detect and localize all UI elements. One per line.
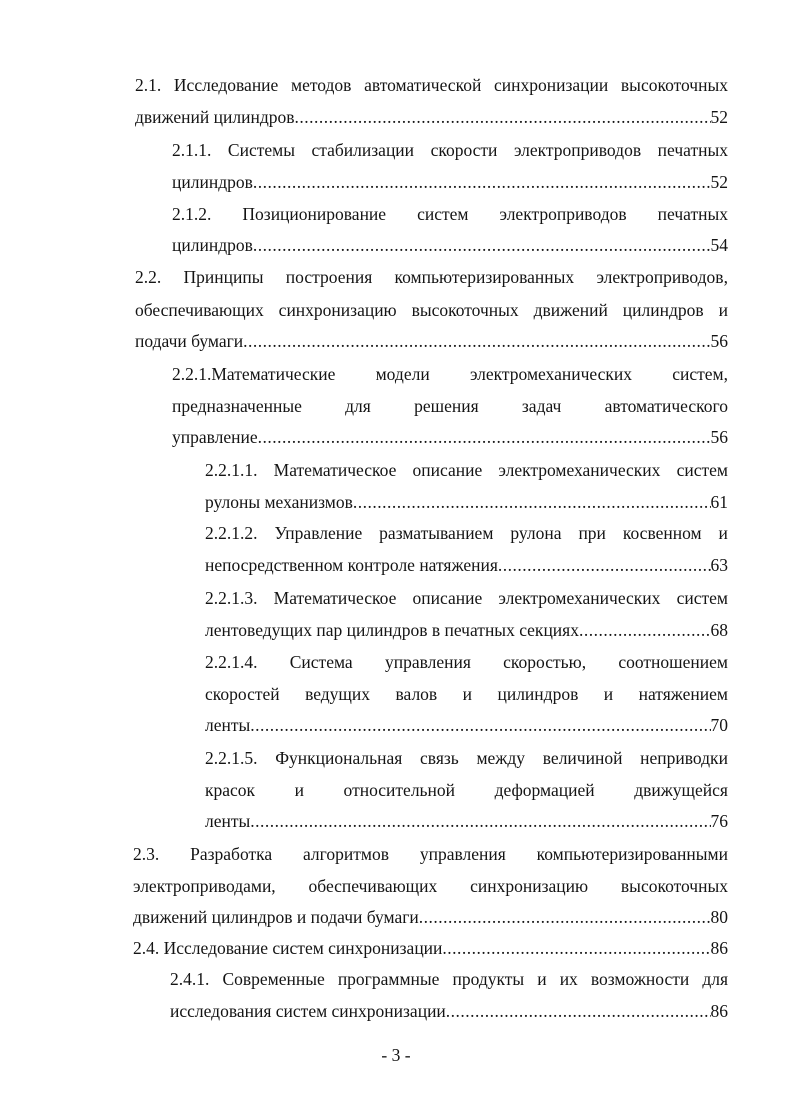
- word: рулона: [510, 523, 562, 543]
- word: неприводки: [640, 748, 728, 768]
- word: печатных: [657, 204, 728, 224]
- toc-2-1-2-line-1: [172, 201, 728, 227]
- toc-2-2-1-2-line-2: [205, 552, 728, 578]
- word: высокоточных: [620, 876, 728, 896]
- word: Исследование: [173, 75, 279, 95]
- leader-dots: [250, 712, 710, 738]
- word: электромеханических: [469, 364, 632, 384]
- page-ref: 86: [710, 1001, 728, 1021]
- toc-2-2-line-1: [135, 264, 728, 290]
- word: и: [718, 300, 728, 320]
- word: ведущих: [305, 684, 371, 704]
- word: Принципы: [183, 267, 264, 287]
- word: 2.3.: [133, 844, 160, 864]
- toc-2-4-line-1: [133, 935, 728, 961]
- toc-2-3-line-1: [133, 841, 728, 867]
- toc-2-2-1-5-line-1: [205, 745, 728, 771]
- page-ref: 54: [710, 235, 728, 255]
- toc-2-2-1-5-line-3: [205, 808, 728, 834]
- leader-dots: [250, 808, 710, 834]
- word: скоростей: [205, 684, 280, 704]
- page-ref: 70: [710, 715, 728, 735]
- toc-2-2-1-1-line-2: [205, 489, 728, 515]
- word: 2.2.1.5.: [205, 748, 258, 768]
- toc-entry-text: цилиндров: [172, 172, 253, 192]
- word: описание: [412, 460, 483, 480]
- word: решения: [414, 396, 479, 416]
- word: электромеханических: [498, 588, 661, 608]
- word: относительной: [343, 780, 456, 800]
- word: 2.1.: [135, 75, 162, 95]
- word: валов: [395, 684, 438, 704]
- word: 2.2.1.4.: [205, 652, 258, 672]
- word: описание: [412, 588, 483, 608]
- word: синхронизацию: [278, 300, 397, 320]
- word: задач: [521, 396, 562, 416]
- page-ref: 56: [710, 331, 728, 351]
- word: красок: [205, 780, 256, 800]
- word: печатных: [657, 140, 728, 160]
- word: Управление: [274, 523, 363, 543]
- leader-dots: [253, 232, 711, 258]
- word: обеспечивающих: [308, 876, 438, 896]
- word: обеспечивающих: [135, 300, 264, 320]
- word: величиной: [542, 748, 623, 768]
- toc-2-2-1-2-line-1: [205, 520, 728, 546]
- word: и: [537, 969, 547, 989]
- toc-2-1-1-line-1: [172, 137, 728, 163]
- toc-entry-text: подачи бумаги: [135, 331, 244, 351]
- toc-entry-text: исследования систем синхронизации: [170, 1001, 446, 1021]
- word: управления: [384, 652, 471, 672]
- toc-2-1-2-line-2: [172, 232, 728, 258]
- page-number: - 3 -: [381, 1045, 411, 1065]
- toc-entry-text: движений цилиндров: [135, 107, 295, 127]
- toc-entry-text: лентоведущих пар цилиндров в печатных секциях: [205, 620, 579, 640]
- leader-dots: [419, 904, 711, 930]
- word: движущейся: [634, 780, 728, 800]
- word: компьютеризированными: [536, 844, 728, 864]
- word: для: [345, 396, 371, 416]
- word: и: [718, 523, 728, 543]
- word: движений: [533, 300, 608, 320]
- word: Позиционирование: [242, 204, 387, 224]
- word: систем: [417, 204, 469, 224]
- toc-2-3-line-2: [133, 873, 728, 899]
- toc-entry-text: ленты: [205, 715, 251, 735]
- word: косвенном: [622, 523, 702, 543]
- word: программные: [337, 969, 440, 989]
- leader-dots: [498, 552, 711, 578]
- word: 2.4.1.: [170, 969, 210, 989]
- word: между: [476, 748, 526, 768]
- word: систем: [676, 460, 728, 480]
- word: цилиндров: [622, 300, 704, 320]
- word: автоматического: [604, 396, 728, 416]
- page-ref: 63: [710, 555, 728, 575]
- word: высокоточных: [411, 300, 519, 320]
- word: деформацией: [494, 780, 595, 800]
- word: при: [578, 523, 606, 543]
- page-ref: 52: [710, 172, 728, 192]
- word: стабилизации: [311, 140, 415, 160]
- word: автоматической: [364, 75, 482, 95]
- toc-2-2-1-4-line-1: [205, 649, 728, 675]
- word: скоростью,: [503, 652, 587, 672]
- toc-2-2-line-2: [135, 297, 728, 323]
- toc-entry-text: цилиндров: [172, 235, 253, 255]
- toc-2-1-line-1: [135, 72, 728, 98]
- word: натяжением: [638, 684, 728, 704]
- toc-entry-text: непосредственном контроле натяжения: [205, 555, 498, 575]
- word: предназначенные: [172, 396, 302, 416]
- word: 2.2.: [135, 267, 162, 287]
- word: построения: [285, 267, 373, 287]
- word: методов: [291, 75, 352, 95]
- leader-dots: [253, 169, 711, 195]
- toc-2-2-1-line-3: [172, 424, 728, 450]
- toc-2-2-line-3: [135, 328, 728, 354]
- toc-2-3-line-3: [133, 904, 728, 930]
- leader-dots: [353, 489, 711, 515]
- leader-dots: [579, 617, 711, 643]
- word: компьютеризированных: [394, 267, 575, 287]
- word: 2.1.2.: [172, 204, 212, 224]
- leader-dots: [295, 104, 711, 130]
- word: Разработка: [190, 844, 273, 864]
- word: для: [702, 969, 728, 989]
- word: электроприводами,: [133, 876, 276, 896]
- word: и: [462, 684, 473, 704]
- word: электромеханических: [498, 460, 661, 480]
- word: и: [603, 684, 614, 704]
- toc-2-2-1-1-line-1: [205, 457, 728, 483]
- toc-2-2-1-4-line-3: [205, 712, 728, 738]
- word: продукты: [452, 969, 525, 989]
- toc-entry-text: движений цилиндров и подачи бумаги: [133, 907, 419, 927]
- word: синхронизации: [493, 75, 609, 95]
- leader-dots: [446, 998, 711, 1024]
- leader-dots: [243, 328, 710, 354]
- page-ref: 68: [710, 620, 728, 640]
- page-ref: 52: [710, 107, 728, 127]
- word: 2.2.1.Математические: [172, 364, 336, 384]
- word: 2.1.1.: [172, 140, 212, 160]
- toc-2-4-1-line-2: [170, 998, 728, 1024]
- toc-entry-text: управление: [172, 427, 258, 447]
- page-ref: 86: [710, 938, 728, 958]
- word: возможности: [590, 969, 690, 989]
- word: электроприводов: [499, 204, 627, 224]
- word: управления: [419, 844, 506, 864]
- word: Системы: [227, 140, 295, 160]
- word: 2.2.1.2.: [205, 523, 258, 543]
- toc-2-2-1-3-line-2: [205, 617, 728, 643]
- word: скорости: [430, 140, 498, 160]
- toc-entry-text: рулоны механизмов: [205, 492, 353, 512]
- word: электроприводов,: [596, 267, 728, 287]
- word: электроприводов: [513, 140, 642, 160]
- word: синхронизацию: [470, 876, 589, 896]
- toc-2-2-1-line-1: [172, 361, 728, 387]
- word: систем,: [672, 364, 728, 384]
- word: 2.2.1.3.: [205, 588, 258, 608]
- page-ref: 80: [710, 907, 728, 927]
- toc-2-1-line-2: [135, 104, 728, 130]
- word: и: [294, 780, 304, 800]
- toc-entry-text: ленты: [205, 811, 251, 831]
- toc-entry-text: 2.4. Исследование систем синхронизации: [133, 938, 443, 958]
- page-ref: 56: [710, 427, 728, 447]
- word: алгоритмов: [302, 844, 389, 864]
- word: соотношением: [618, 652, 728, 672]
- word: их: [559, 969, 578, 989]
- toc-2-2-1-5-line-2: [205, 777, 728, 803]
- page-ref: 61: [710, 492, 728, 512]
- page-ref: 76: [710, 811, 728, 831]
- toc-2-4-1-line-1: [170, 966, 728, 992]
- toc-2-2-1-4-line-2: [205, 681, 728, 707]
- word: модели: [375, 364, 430, 384]
- word: связь: [420, 748, 459, 768]
- word: высокоточных: [620, 75, 728, 95]
- word: разматыванием: [379, 523, 494, 543]
- word: 2.2.1.1.: [205, 460, 258, 480]
- word: Система: [289, 652, 353, 672]
- leader-dots: [258, 424, 711, 450]
- word: Современные: [222, 969, 325, 989]
- leader-dots: [442, 935, 710, 961]
- toc-2-2-1-3-line-1: [205, 585, 728, 611]
- word: цилиндров: [497, 684, 579, 704]
- toc-2-1-1-line-2: [172, 169, 728, 195]
- word: систем: [676, 588, 728, 608]
- word: Математическое: [273, 588, 397, 608]
- toc-2-2-1-line-2: [172, 393, 728, 419]
- word: Функциональная: [275, 748, 403, 768]
- word: Математическое: [273, 460, 397, 480]
